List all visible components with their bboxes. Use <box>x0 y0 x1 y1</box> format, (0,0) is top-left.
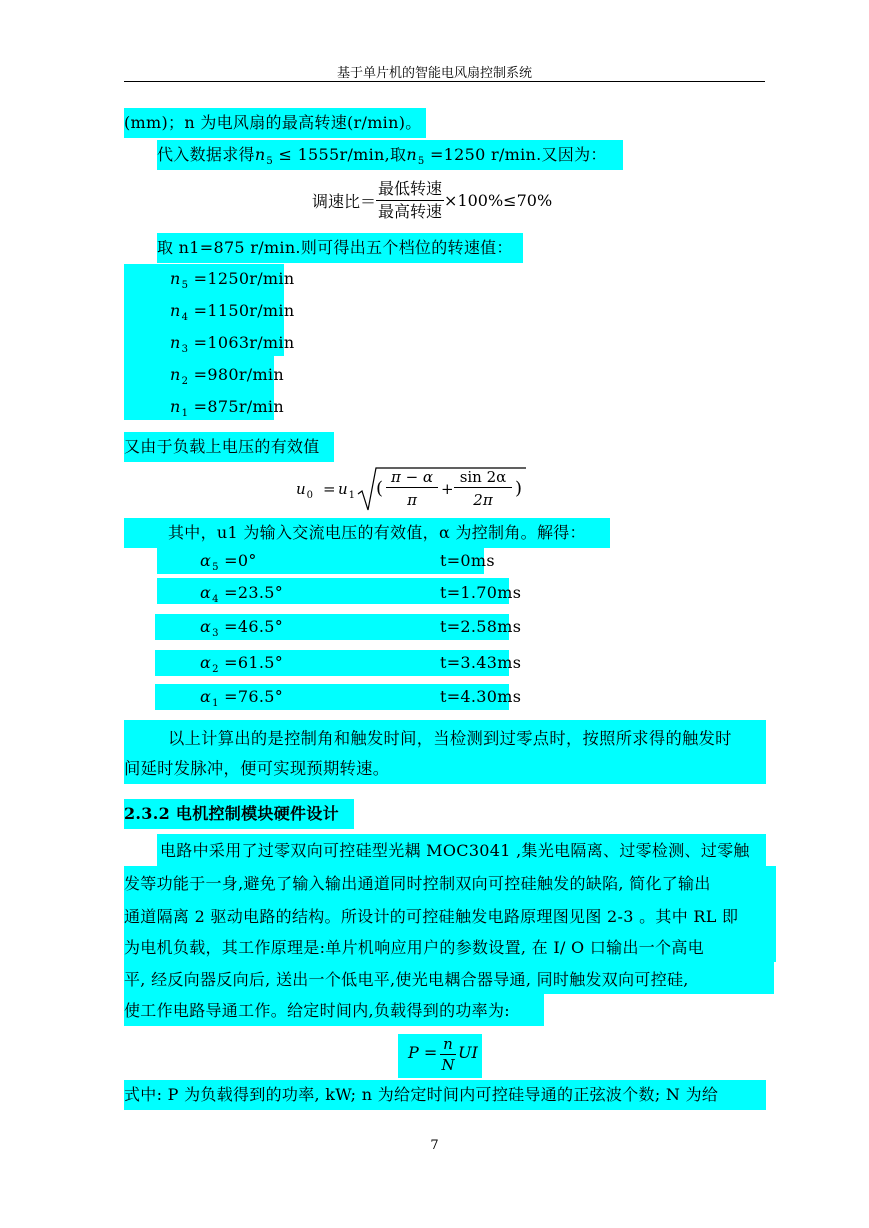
angle-row <box>200 612 522 642</box>
speed-value: =1250r/min <box>193 269 295 288</box>
p2-pre: 代入数据求得 <box>157 145 255 164</box>
formula1-rhs: ×100%≤70% <box>444 191 553 210</box>
open-paren: ( <box>376 478 384 499</box>
alpha-subscript: 5 <box>212 562 219 573</box>
speed-value: =875r/min <box>193 397 284 416</box>
alpha-subscript: 4 <box>212 594 219 605</box>
speed-value: =980r/min <box>193 365 284 384</box>
speed-subscript: 5 <box>181 280 189 291</box>
speed-symbol: $n_5$ <box>170 269 189 291</box>
angle-row <box>200 682 522 712</box>
trigger-time: t=0ms <box>440 551 495 570</box>
angle-value: =76.5° <box>224 687 284 706</box>
fraction2-denominator: 2π <box>473 491 493 509</box>
p2-post: =1250 r/min.又因为： <box>424 145 607 164</box>
formula1-numerator: 最低转速 <box>376 178 444 201</box>
speed-subscript: 2 <box>181 376 189 387</box>
speed-subscript: 4 <box>181 312 189 323</box>
u1-letter: u <box>338 480 348 498</box>
section-heading: 2.3.2 电机控制模块硬件设计 <box>124 799 354 829</box>
formula1-denominator: 最高转速 <box>378 202 443 221</box>
alpha-symbol: $\alpha_4$ <box>200 583 219 605</box>
u1-symbol <box>338 480 355 501</box>
angle-value: =61.5° <box>224 653 284 672</box>
close-paren: ) <box>515 478 523 499</box>
p2-mid: ≤ 1555r/min,取 <box>273 145 407 164</box>
speed-row <box>170 328 294 358</box>
fraction1-numerator: π − α <box>386 467 438 488</box>
trigger-time: t=2.58ms <box>440 617 522 636</box>
n5-symbol: $n_5$ <box>254 145 274 167</box>
angle-value: =23.5° <box>224 583 284 602</box>
paragraph-circuit-line5: 平, 经反向器反向后, 送出一个低电平,使光电耦合器导通, 同时触发双向可控硅, <box>124 970 689 989</box>
alpha-symbol: $\alpha_3$ <box>200 617 219 639</box>
paragraph-circuit-line6: 使工作电路导通工作。给定时间内,负载得到的功率为: <box>124 1001 510 1020</box>
trigger-time: t=1.70ms <box>440 583 522 602</box>
n5-symbol-2: $n_5$ <box>406 145 425 167</box>
trigger-time: t=3.43ms <box>440 653 522 672</box>
power-formula-rhs: UI <box>458 1043 478 1062</box>
paragraph-summary-line2: 间延时发脉冲，便可实现预期转速。 <box>124 759 390 778</box>
speed-row <box>170 392 284 422</box>
paragraph-circuit-line3: 通道隔离 2 驱动电路的结构。所设计的可控硅触发电路原理图见图 2-3 。其中 RL 即 <box>124 907 739 926</box>
alpha-subscript: 3 <box>212 628 219 639</box>
fraction1-denominator: π <box>407 491 417 509</box>
alpha-subscript: 1 <box>212 698 219 709</box>
u0-letter: u <box>296 480 306 498</box>
speed-subscript: 3 <box>181 344 189 355</box>
speed-symbol: $n_3$ <box>170 333 189 355</box>
alpha-symbol: $\alpha_2$ <box>200 653 219 675</box>
formula2-plus: + <box>441 480 454 498</box>
paragraph-five-speeds: 取 n1=875 r/min.则可得出五个档位的转速值： <box>157 233 523 263</box>
speed-value: =1150r/min <box>193 301 295 320</box>
speed-ratio-formula <box>312 178 552 228</box>
paragraph-definitions: 式中: P 为负载得到的功率, kW; n 为给定时间内可控硅导通的正弦波个数; N 为给 <box>124 1080 766 1110</box>
angle-row <box>200 546 510 576</box>
u0-symbol <box>296 480 313 501</box>
page-number: 7 <box>430 1138 439 1153</box>
formula2-equals: = <box>323 480 336 498</box>
paragraph-circuit-line4: 为电机负载，其工作原理是:单片机响应用户的参数设置, 在 I/ O 口输出一个高电 <box>124 938 704 957</box>
speed-symbol: $n_1$ <box>170 397 189 419</box>
power-formula-lhs: P = <box>408 1043 438 1062</box>
angle-row <box>200 578 522 608</box>
u0-subscript: 0 <box>306 490 314 501</box>
running-header: 基于单片机的智能电风扇控制系统 <box>336 66 532 81</box>
paragraph-circuit-line1: 电路中采用了过零双向可控硅型光耦 MOC3041 ,集光电隔离、过零检测、过零触 <box>160 841 750 860</box>
angle-value: =0° <box>224 551 257 570</box>
speed-row <box>170 296 294 326</box>
trigger-time: t=4.30ms <box>440 687 522 706</box>
formula1-lhs: 调速比＝ <box>312 192 377 211</box>
power-formula-numerator: n <box>440 1034 456 1055</box>
paragraph-summary-line1: 以上计算出的是控制角和触发时间，当检测到过零点时，按照所求得的触发时 <box>168 729 732 748</box>
speed-symbol: $n_2$ <box>170 365 189 387</box>
fraction2-numerator: sin 2α <box>454 467 512 488</box>
alpha-symbol: $\alpha_5$ <box>200 551 219 573</box>
header-rule <box>124 81 765 82</box>
speed-symbol: $n_4$ <box>170 301 189 323</box>
speed-row <box>170 264 294 294</box>
paragraph-units: (mm)；n 为电风扇的最高转速(r/min)。 <box>124 108 426 138</box>
angle-row <box>200 648 522 678</box>
paragraph-circuit-line2: 发等功能于一身,避免了输入输出通道同时控制双向可控硅触发的缺陷, 简化了输出 <box>124 874 711 893</box>
speed-subscript: 1 <box>181 408 189 419</box>
alpha-subscript: 2 <box>212 664 219 675</box>
paragraph-effective-voltage: 又由于负载上电压的有效值 <box>124 432 334 462</box>
u1-subscript: 1 <box>348 490 356 501</box>
power-formula-denominator: N <box>441 1056 455 1074</box>
alpha-symbol: $\alpha_1$ <box>200 687 219 709</box>
formula1-fraction <box>376 178 444 223</box>
paragraph-substitute <box>157 140 623 170</box>
speed-value: =1063r/min <box>193 333 295 352</box>
voltage-formula <box>296 464 536 516</box>
paragraph-control-angle: 其中，u1 为输入交流电压的有效值，α 为控制角。解得： <box>124 518 610 548</box>
angle-value: =46.5° <box>224 617 284 636</box>
speed-row <box>170 360 284 390</box>
